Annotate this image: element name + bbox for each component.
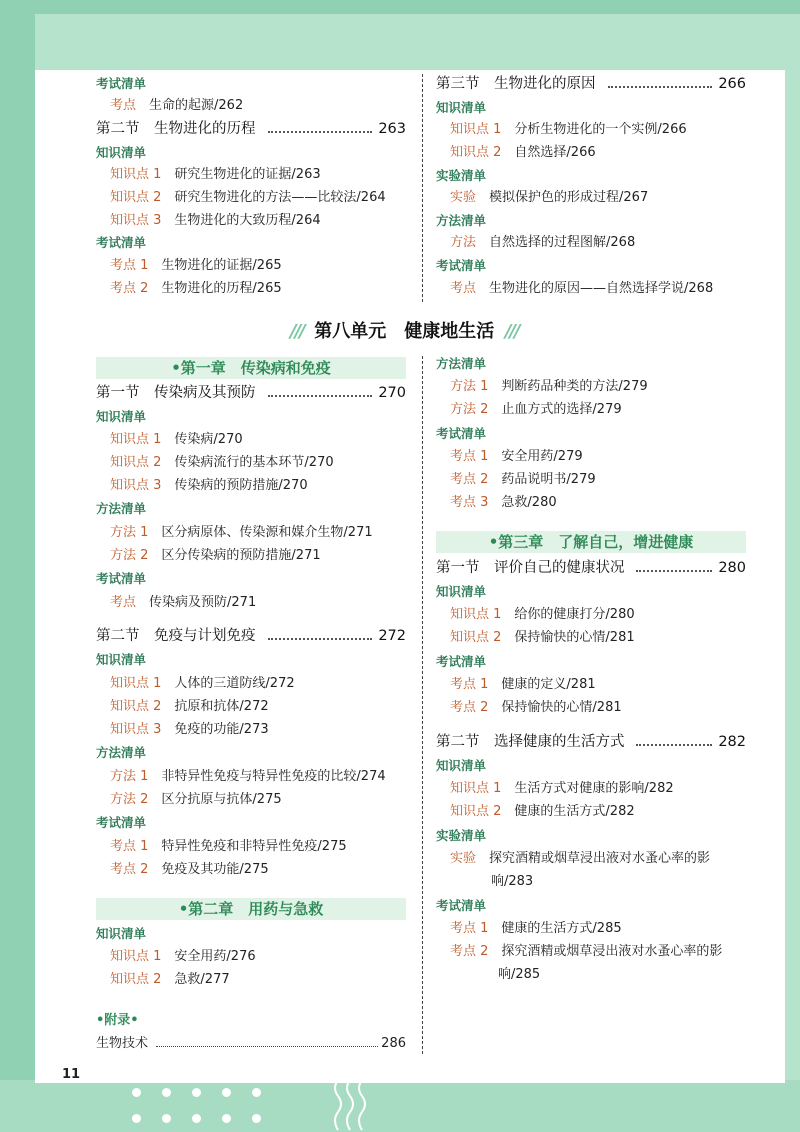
section-page: 272 — [378, 628, 406, 644]
section-page: 263 — [378, 121, 406, 137]
toc-entry-continued[interactable]: 响/283 — [491, 874, 534, 889]
chapter-heading[interactable]: •第二章 用药与急救 — [96, 898, 406, 920]
section-title: 第二节 选择健康的生活方式 — [436, 734, 625, 750]
slash-decor-left: /// — [290, 321, 308, 342]
chapter-heading[interactable]: •第一章 传染病和免疫 — [96, 357, 406, 379]
dot-leader — [268, 120, 372, 133]
appendix-page: 286 — [381, 1036, 406, 1051]
section-title: 第二节 免疫与计划免疫 — [96, 628, 256, 644]
category-label: 知识清单 — [96, 926, 147, 941]
category-label: 方法清单 — [436, 213, 487, 228]
section-entry[interactable] — [96, 120, 406, 138]
column-divider-top — [422, 74, 423, 302]
toc-entry[interactable]: 知识点 1 传染病/270 — [110, 432, 243, 447]
left-decor-band — [0, 0, 35, 1132]
category-label: 考试清单 — [436, 898, 487, 913]
category-label: 考试清单 — [436, 654, 487, 669]
category-label: 方法清单 — [96, 745, 147, 760]
category-label: 考试清单 — [436, 426, 487, 441]
section-entry[interactable] — [436, 75, 746, 93]
toc-entry[interactable]: 考点 2 免疫及其功能/275 — [110, 862, 269, 877]
dot-leader — [156, 1035, 378, 1047]
dot-leader — [608, 75, 712, 88]
decor-dots — [130, 1086, 310, 1126]
toc-entry[interactable]: 知识点 2 抗原和抗体/272 — [110, 699, 269, 714]
dot-leader — [636, 559, 712, 572]
category-label: 方法清单 — [96, 501, 147, 516]
category-label: 实验清单 — [436, 828, 487, 843]
unit-title-text: 第八单元 健康地生活 — [314, 321, 495, 342]
toc-entry[interactable]: 知识点 3 传染病的预防措施/270 — [110, 478, 308, 493]
section-page: 280 — [718, 560, 746, 576]
appendix-entry[interactable] — [96, 1035, 406, 1053]
toc-entry-continued[interactable]: 响/285 — [498, 967, 541, 982]
section-title: 第一节 评价自己的健康状况 — [436, 560, 625, 576]
toc-entry[interactable]: 考点 2 生物进化的历程/265 — [110, 281, 282, 296]
section-entry[interactable] — [96, 627, 406, 645]
toc-entry[interactable]: 考点 2 药品说明书/279 — [450, 472, 596, 487]
toc-entry[interactable]: 知识点 2 研究生物进化的方法——比较法/264 — [110, 190, 386, 205]
toc-entry[interactable]: 考点 2 保持愉快的心情/281 — [450, 700, 622, 715]
toc-entry[interactable]: 考点 生物进化的原因——自然选择学说/268 — [450, 281, 714, 296]
toc-entry[interactable]: 考点 2 探究酒精或烟草浸出液对水蚤心率的影 — [450, 944, 723, 959]
category-label: 知识清单 — [96, 409, 147, 424]
section-title: 第三节 生物进化的原因 — [436, 76, 596, 92]
toc-entry[interactable]: 知识点 1 生活方式对健康的影响/282 — [450, 781, 674, 796]
toc-entry[interactable]: 知识点 2 健康的生活方式/282 — [450, 804, 635, 819]
category-label: 实验清单 — [436, 168, 487, 183]
section-entry[interactable] — [96, 384, 406, 402]
category-label: 知识清单 — [436, 100, 487, 115]
appendix-heading: •附录• — [96, 1013, 139, 1028]
section-title: 第二节 生物进化的历程 — [96, 121, 256, 137]
category-label: 知识清单 — [436, 584, 487, 599]
section-page: 266 — [718, 76, 746, 92]
toc-entry[interactable]: 知识点 1 研究生物进化的证据/263 — [110, 167, 321, 182]
toc-entry[interactable]: 知识点 2 保持愉快的心情/281 — [450, 630, 635, 645]
toc-entry[interactable]: 知识点 2 传染病流行的基本环节/270 — [110, 455, 334, 470]
toc-entry[interactable]: 方法 1 判断药品种类的方法/279 — [450, 379, 648, 394]
toc-entry[interactable]: 方法 1 区分病原体、传染源和媒介生物/271 — [110, 525, 373, 540]
chapter-heading[interactable]: •第三章 了解自己，增进健康 — [436, 531, 746, 553]
category-label: 知识清单 — [96, 652, 147, 667]
toc-entry[interactable]: 考点 1 健康的定义/281 — [450, 677, 596, 692]
bottom-decor-band — [0, 1080, 800, 1132]
section-title: 第一节 传染病及其预防 — [96, 385, 256, 401]
toc-entry[interactable]: 知识点 2 急救/277 — [110, 972, 230, 987]
category-label: 考试清单 — [436, 258, 487, 273]
category-label: 方法清单 — [436, 356, 487, 371]
toc-entry[interactable]: 考点 1 健康的生活方式/285 — [450, 921, 622, 936]
toc-entry[interactable]: 知识点 1 分析生物进化的一个实例/266 — [450, 122, 687, 137]
category-label: 考试清单 — [96, 76, 147, 91]
toc-entry[interactable]: 实验 模拟保护色的形成过程/267 — [450, 190, 649, 205]
section-page: 270 — [378, 385, 406, 401]
section-entry[interactable] — [436, 733, 746, 751]
page-number: 11 — [62, 1067, 81, 1082]
dot-leader — [268, 384, 372, 397]
toc-entry[interactable]: 考点 1 安全用药/279 — [450, 449, 583, 464]
category-label: 知识清单 — [96, 145, 147, 160]
toc-entry[interactable]: 考点 1 生物进化的证据/265 — [110, 258, 282, 273]
toc-entry[interactable]: 实验 探究酒精或烟草浸出液对水蚤心率的影 — [450, 851, 711, 866]
toc-entry[interactable]: 知识点 1 给你的健康打分/280 — [450, 607, 635, 622]
toc-entry[interactable]: 方法 2 区分传染病的预防措施/271 — [110, 548, 321, 563]
dot-leader — [268, 627, 372, 640]
toc-entry[interactable]: 知识点 3 生物进化的大致历程/264 — [110, 213, 321, 228]
dot-leader — [636, 733, 712, 746]
toc-entry[interactable]: 考点 1 特异性免疫和非特异性免疫/275 — [110, 839, 347, 854]
toc-entry[interactable]: 知识点 1 人体的三道防线/272 — [110, 676, 295, 691]
toc-entry[interactable]: 方法 自然选择的过程图解/268 — [450, 235, 636, 250]
right-decor-band — [785, 14, 800, 1084]
toc-entry[interactable]: 方法 2 区分抗原与抗体/275 — [110, 792, 282, 807]
toc-entry[interactable]: 知识点 2 自然选择/266 — [450, 145, 596, 160]
toc-entry[interactable]: 考点 生命的起源/262 — [110, 98, 244, 113]
category-label: 考试清单 — [96, 571, 147, 586]
toc-entry[interactable]: 知识点 3 免疫的功能/273 — [110, 722, 269, 737]
category-label: 知识清单 — [436, 758, 487, 773]
category-label: 考试清单 — [96, 235, 147, 250]
unit-title — [290, 317, 519, 343]
appendix-title: 生物技术 — [96, 1036, 149, 1051]
section-page: 282 — [718, 734, 746, 750]
column-divider-bottom — [422, 356, 423, 1054]
slash-decor-right: /// — [500, 321, 519, 342]
toc-entry[interactable]: 方法 1 非特异性免疫与特异性免疫的比较/274 — [110, 769, 386, 784]
category-label: 考试清单 — [96, 815, 147, 830]
decor-waves-icon — [330, 1078, 370, 1132]
toc-entry[interactable]: 知识点 1 安全用药/276 — [110, 949, 256, 964]
toc-entry[interactable]: 方法 2 止血方式的选择/279 — [450, 402, 622, 417]
section-entry[interactable] — [436, 559, 746, 577]
toc-entry[interactable]: 考点 3 急救/280 — [450, 495, 557, 510]
toc-entry[interactable]: 考点 传染病及预防/271 — [110, 595, 257, 610]
